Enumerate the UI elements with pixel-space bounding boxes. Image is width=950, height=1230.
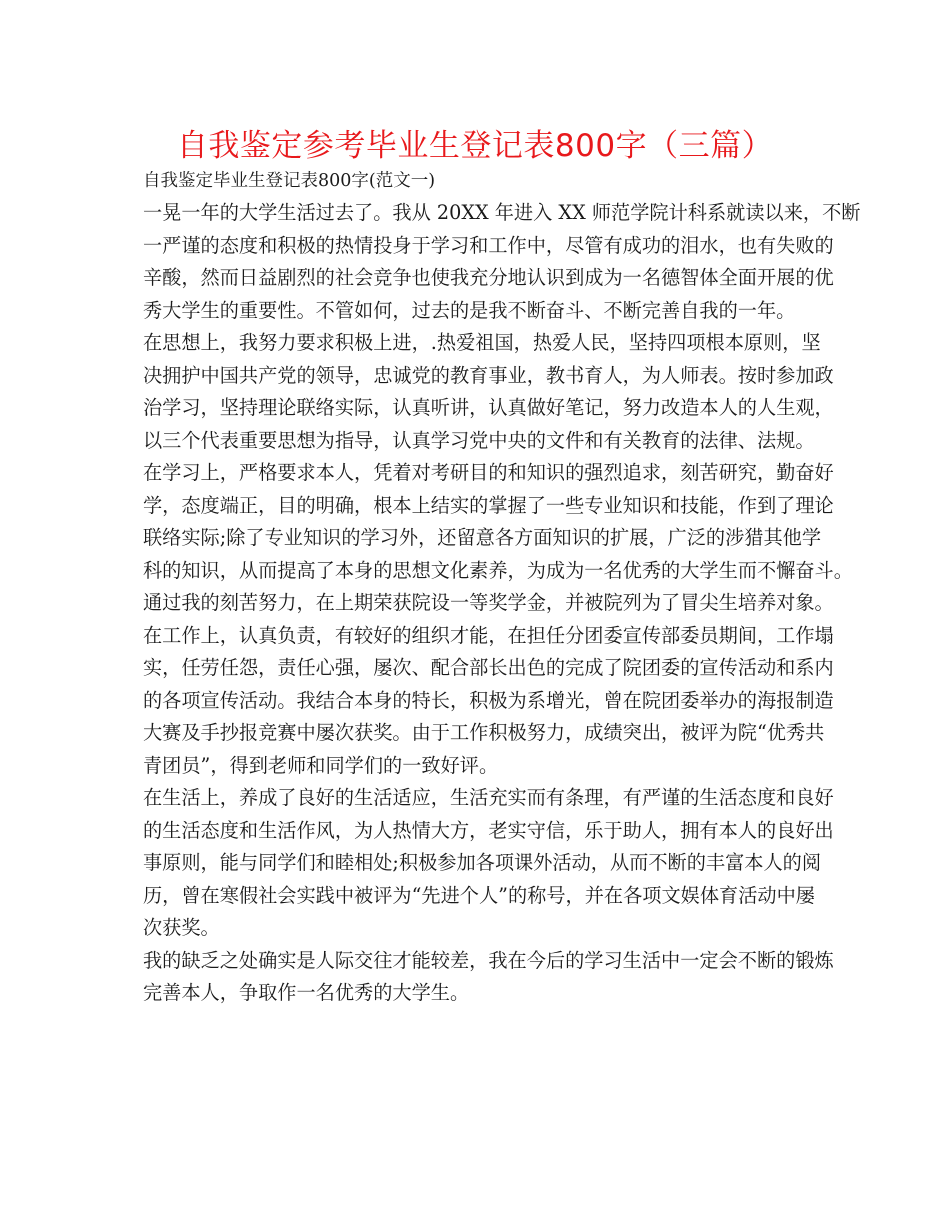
text-line: 科的知识，从而提高了本身的思想文化素养，为成为一名优秀的大学生而不懈奋斗。	[143, 558, 853, 582]
text-line: 大赛及手抄报竞赛中屡次获奖。由于工作积极努力，成绩突出，被评为院“优秀共	[143, 721, 825, 744]
document-body	[143, 165, 861, 1010]
text-line: 在工作上，认真负责，有较好的组织才能，在担任分团委宣传部委员期间，工作塌	[143, 623, 834, 647]
text-line: 实，任劳任怨，责任心强，屡次、配合部长出色的完成了院团委的宣传活动和系内	[143, 656, 834, 679]
text-line: 一严谨的态度和积极的热情投身于学习和工作中，尽管有成功的泪水，也有失败的	[143, 233, 834, 257]
text-line: 的各项宣传活动。我结合本身的特长，积极为系增光，曾在院团委举办的海报制造	[143, 688, 834, 712]
text-line: 辛酸，然而日益剧烈的社会竞争也使我充分地认识到成为一名德智体全面开展的优	[143, 266, 834, 289]
text-line: 一晃一年的大学生活过去了。我从 20XX 年进入 XX 师范学院计科系就读以来，不断	[143, 201, 861, 224]
text-line: 决拥护中国共产党的领导，忠诚党的教育事业，教书育人，为人师表。按时参加政	[143, 363, 834, 387]
text-line: 联络实际;除了专业知识的学习外，还留意各方面知识的扩展，广泛的涉猎其他学	[143, 526, 822, 549]
text-line: 历，曾在寒假社会实践中被评为“先进个人”的称号，并在各项文娱体育活动中屡	[143, 883, 815, 907]
text-line: 在生活上，养成了良好的生活适应，生活充实而有条理，有严谨的生活态度和良好	[143, 786, 834, 809]
text-line: 治学习，坚持理论联络实际，认真听讲，认真做好笔记，努力改造本人的人生观，	[143, 396, 834, 419]
text-line: 次获奖。	[143, 916, 220, 939]
text-line: 青团员”，得到老师和同学们的一致好评。	[143, 753, 499, 777]
text-line: 以三个代表重要思想为指导，认真学习党中央的文件和有关教育的法律、法规。	[143, 428, 815, 452]
text-line: 事原则，能与同学们和睦相处;积极参加各项课外活动，从而不断的丰富本人的阅	[143, 851, 822, 874]
text-line: 完善本人，争取作一名优秀的大学生。	[143, 981, 470, 1004]
document-subtitle: 自我鉴定毕业生登记表800字(范文一)	[143, 171, 436, 191]
text-line: 在学习上，严格要求本人，凭着对考研目的和知识的强烈追求，刻苦研究，勤奋好	[143, 461, 834, 484]
text-line: 通过我的刻苦努力，在上期荣获院设一等奖学金，并被院列为了冒尖生培养对象。	[143, 591, 834, 614]
text-line: 学，态度端正，目的明确，根本上结实的掌握了一些专业知识和技能，作到了理论	[143, 493, 834, 517]
text-line: 的生活态度和生活作风，为人热情大方，老实守信，乐于助人，拥有本人的良好出	[143, 818, 834, 842]
text-line: 在思想上，我努力要求积极上进，.热爱祖国，热爱人民，坚持四项根本原则，坚	[143, 331, 821, 354]
document-title: 自我鉴定参考毕业生登记表800字（三篇）	[176, 128, 774, 164]
text-line: 秀大学生的重要性。不管如何，过去的是我不断奋斗、不断完善自我的一年。	[143, 298, 796, 322]
text-line: 我的缺乏之处确实是人际交往才能较差，我在今后的学习生活中一定会不断的锻炼	[143, 948, 834, 972]
